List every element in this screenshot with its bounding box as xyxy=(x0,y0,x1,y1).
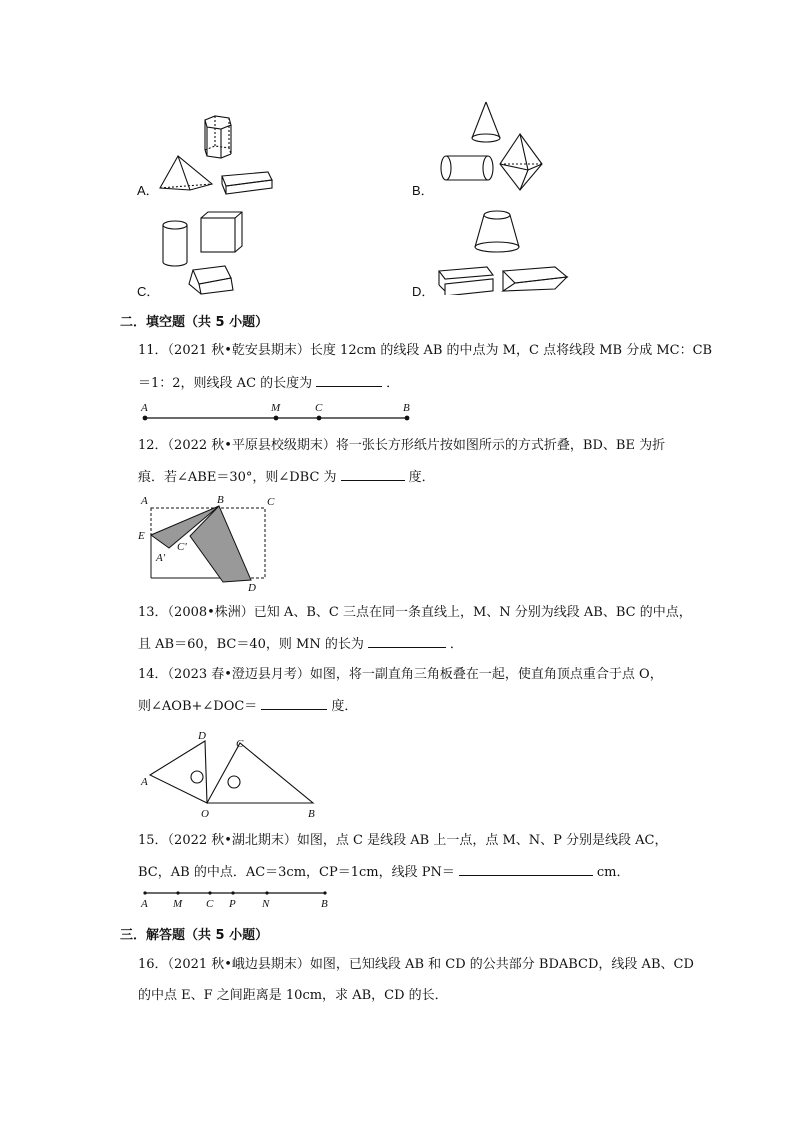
q14-line1: 14．（2023 春•澄迈县月考）如图，将一副直角三角板叠在一起，使直角顶点重合于点 O， xyxy=(138,667,663,682)
q15-line2 xyxy=(138,862,629,883)
q15-unit: cm． xyxy=(596,865,630,880)
q12-label-e: E xyxy=(138,530,145,542)
q12-label-a-prime: A' xyxy=(156,552,166,564)
q14-label-d: D xyxy=(198,730,206,742)
q11-point-m xyxy=(274,416,279,421)
q11-line1: 11．（2021 秋•乾安县期末）长度 12cm 的线段 AB 的中点为 M，C 点将线段 MB 分成 MC：CB xyxy=(138,343,713,358)
section-3-title: 三．解答题（共 5 小题） xyxy=(120,928,269,943)
q12-unit: 度． xyxy=(408,470,435,485)
q15-label-b: B xyxy=(321,898,328,910)
q12-label-c-prime: C' xyxy=(177,541,187,553)
q15-label-p: P xyxy=(229,898,236,910)
option-c-label[interactable]: C． xyxy=(137,284,160,299)
q14-figure xyxy=(135,725,325,820)
q13-line1: 13．（2008•株洲）已知 A、B、C 三点在同一条直线上，M、N 分别为线段 AB、BC 的中点， xyxy=(138,605,692,620)
q15-line1: 15．（2022 秋•湖北期末）如图，点 C 是线段 AB 上一点，点 M、N、P 分别是线段 AC， xyxy=(138,833,668,848)
q11-period: ． xyxy=(386,376,400,391)
option-b-label[interactable]: B． xyxy=(412,183,434,198)
q12-label-b: B xyxy=(217,494,224,506)
q11-point-b xyxy=(405,416,410,421)
q13-text: 且 AB＝60，BC＝40，则 MN 的长为 xyxy=(138,637,364,652)
q12-line1: 12．（2022 秋•平原县校级期末）将一张长方形纸片按如图所示的方式折叠，BD、BE 为折 xyxy=(138,438,666,453)
q12-answer-blank[interactable] xyxy=(341,467,405,481)
q14-line2 xyxy=(138,696,357,717)
q11-answer-blank[interactable] xyxy=(316,373,382,387)
q14-unit: 度． xyxy=(331,699,358,714)
option-c-figure xyxy=(155,208,255,298)
q11-line2 xyxy=(138,373,399,394)
q11-label-c: C xyxy=(315,402,323,414)
q11-point-c xyxy=(317,416,322,421)
q12-label-a: A xyxy=(141,495,148,507)
q15-text: BC，AB 的中点．AC＝3cm，CP＝1cm，线段 PN＝ xyxy=(138,865,455,880)
q12-figure xyxy=(135,492,285,594)
q15-label-n: N xyxy=(262,898,270,910)
option-b-figure xyxy=(430,98,570,198)
q11-text: ＝1：2，则线段 AC 的长度为 xyxy=(138,376,313,391)
q12-text: 痕．若∠ABE＝30°，则∠DBC 为 xyxy=(138,470,337,485)
q14-label-c: C xyxy=(236,738,244,750)
option-d-label[interactable]: D． xyxy=(412,284,435,299)
q12-label-d: D xyxy=(248,582,256,594)
q15-figure xyxy=(135,885,335,911)
option-a-label[interactable]: A． xyxy=(137,183,159,198)
q16-line1: 16．（2021 秋•峨边县期末）如图，已知线段 AB 和 CD 的公共部分 BDABCD，线段 AB、CD xyxy=(138,957,694,972)
q15-label-m: M xyxy=(173,898,183,910)
q11-label-m: M xyxy=(271,402,281,414)
q15-label-c: C xyxy=(206,898,214,910)
q14-triangle-aod xyxy=(150,741,207,803)
q11-label-a: A xyxy=(141,402,148,414)
q15-label-a: A xyxy=(141,898,148,910)
q12-line2 xyxy=(138,467,435,488)
q14-answer-blank[interactable] xyxy=(261,696,327,710)
q14-triangle-ocb xyxy=(207,743,313,803)
q12-label-c: C xyxy=(267,496,275,508)
q13-answer-blank[interactable] xyxy=(368,634,446,648)
q14-label-b: B xyxy=(308,808,315,820)
q14-text: 则∠AOB+∠DOC＝ xyxy=(138,699,258,714)
q11-label-b: B xyxy=(403,402,410,414)
q14-label-o: O xyxy=(201,808,209,820)
q13-period: ． xyxy=(449,637,463,652)
q15-answer-blank[interactable] xyxy=(459,862,593,876)
q13-line2 xyxy=(138,634,463,655)
section-2-title: 二．填空题（共 5 小题） xyxy=(120,315,269,330)
option-d-figure xyxy=(435,205,575,295)
q16-line2: 的中点 E、F 之间距离是 10cm，求 AB，CD 的长． xyxy=(138,988,448,1003)
q11-figure xyxy=(135,400,425,426)
q14-label-a: A xyxy=(141,776,148,788)
q11-point-a xyxy=(143,416,148,421)
